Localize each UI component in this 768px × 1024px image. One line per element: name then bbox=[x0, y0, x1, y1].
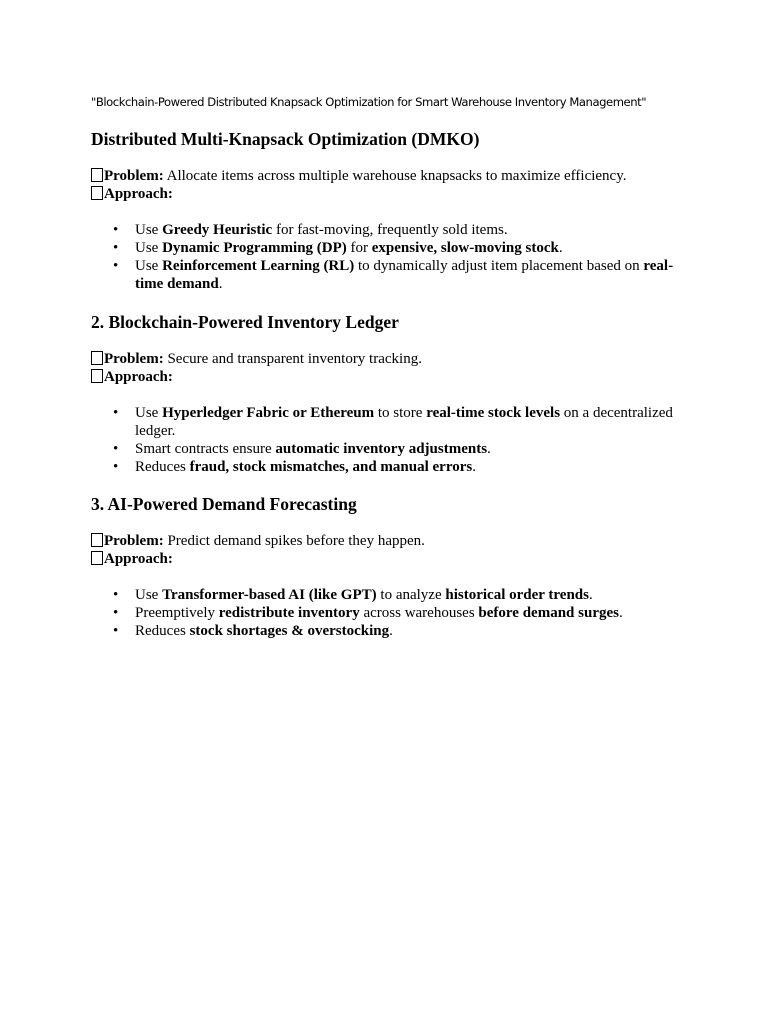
bullet-bold-text: real-time stock levels bbox=[426, 405, 561, 421]
bullet-text: . bbox=[588, 587, 593, 603]
section-heading: Distributed Multi-Knapsack Optimization (DMKO) bbox=[91, 129, 480, 149]
placeholder-glyph-icon bbox=[91, 369, 103, 383]
approach-line bbox=[91, 550, 691, 568]
list-item bbox=[91, 257, 691, 293]
bullet-bold-text: expensive, slow-moving stock bbox=[371, 240, 559, 256]
bullet-text: Use bbox=[135, 222, 163, 238]
section-blockchain-ledger bbox=[91, 311, 691, 476]
bullet-text: . bbox=[218, 276, 223, 292]
section-dmko bbox=[91, 128, 691, 293]
bullet-bold-text: Hyperledger Fabric or Ethereum bbox=[162, 405, 375, 421]
bullet-text: to analyze bbox=[376, 587, 446, 603]
bullet-text: across warehouses bbox=[359, 605, 479, 621]
list-item bbox=[91, 239, 691, 257]
section-heading: 2. Blockchain-Powered Inventory Ledger bbox=[91, 312, 399, 332]
approach-line bbox=[91, 185, 691, 203]
problem-label: Problem: bbox=[104, 351, 164, 367]
problem-label: Problem: bbox=[104, 533, 164, 549]
bullet-text: to dynamically adjust item placement based on bbox=[354, 258, 644, 274]
list-item bbox=[91, 622, 691, 640]
list-item bbox=[91, 404, 691, 440]
document-title: "Blockchain-Powered Distributed Knapsack Optimization for Smart Warehouse Inventory Management" bbox=[91, 95, 647, 109]
list-item bbox=[91, 221, 691, 239]
bullet-text: . bbox=[389, 623, 393, 639]
placeholder-glyph-icon bbox=[91, 533, 103, 547]
approach-label: Approach: bbox=[104, 551, 173, 567]
bullet-text: Preemptively bbox=[135, 605, 219, 621]
bullet-text: Reduces bbox=[135, 623, 190, 639]
problem-label: Problem: bbox=[104, 168, 164, 184]
bullet-bold-text: stock shortages & overstocking bbox=[189, 623, 390, 639]
list-item bbox=[91, 586, 691, 604]
approach-label: Approach: bbox=[104, 369, 173, 385]
bullet-text: Reduces bbox=[135, 459, 190, 475]
bullet-text: for bbox=[346, 240, 372, 256]
bullet-text: . bbox=[472, 459, 476, 475]
bullet-text: Use bbox=[135, 258, 163, 274]
placeholder-glyph-icon bbox=[91, 351, 103, 365]
list-item bbox=[91, 604, 691, 622]
bullet-bold-text: historical order trends bbox=[445, 587, 589, 603]
bullet-text: Smart contracts ensure bbox=[135, 441, 276, 457]
section-heading: 3. AI-Powered Demand Forecasting bbox=[91, 494, 357, 514]
list-item bbox=[91, 458, 691, 476]
section-ai-forecasting bbox=[91, 493, 691, 640]
problem-text: Predict demand spikes before they happen. bbox=[163, 533, 425, 549]
bullet-bold-text: before demand surges bbox=[478, 605, 619, 621]
approach-list bbox=[91, 586, 691, 640]
problem-text: Allocate items across multiple warehouse knapsacks to maximize efficiency. bbox=[163, 168, 627, 184]
bullet-text: Use bbox=[135, 587, 163, 603]
problem-text: Secure and transparent inventory tracking. bbox=[163, 351, 422, 367]
bullet-bold-text: Greedy Heuristic bbox=[162, 222, 273, 238]
problem-line bbox=[91, 350, 691, 368]
bullet-text: for fast-moving, frequently sold items. bbox=[272, 222, 508, 238]
approach-line bbox=[91, 368, 691, 386]
bullet-bold-text: redistribute inventory bbox=[218, 605, 360, 621]
bullet-text: to store bbox=[374, 405, 427, 421]
problem-line bbox=[91, 532, 691, 550]
approach-list bbox=[91, 221, 691, 293]
bullet-bold-text: Transformer-based AI (like GPT) bbox=[162, 587, 377, 603]
approach-label: Approach: bbox=[104, 186, 173, 202]
placeholder-glyph-icon bbox=[91, 186, 103, 200]
bullet-text: on a decentralized ledger. bbox=[135, 405, 673, 439]
problem-line bbox=[91, 167, 691, 185]
bullet-bold-text: real-time demand bbox=[135, 258, 674, 292]
bullet-text: Use bbox=[135, 405, 163, 421]
bullet-bold-text: fraud, stock mismatches, and manual errors bbox=[189, 459, 473, 475]
bullet-bold-text: Dynamic Programming (DP) bbox=[162, 240, 347, 256]
bullet-bold-text: automatic inventory adjustments bbox=[275, 441, 488, 457]
placeholder-glyph-icon bbox=[91, 168, 103, 182]
approach-list bbox=[91, 404, 691, 476]
bullet-text: . bbox=[558, 240, 563, 256]
bullet-text: . bbox=[487, 441, 491, 457]
bullet-text: . bbox=[618, 605, 623, 621]
list-item bbox=[91, 440, 691, 458]
bullet-text: Use bbox=[135, 240, 163, 256]
placeholder-glyph-icon bbox=[91, 551, 103, 565]
bullet-bold-text: Reinforcement Learning (RL) bbox=[162, 258, 355, 274]
